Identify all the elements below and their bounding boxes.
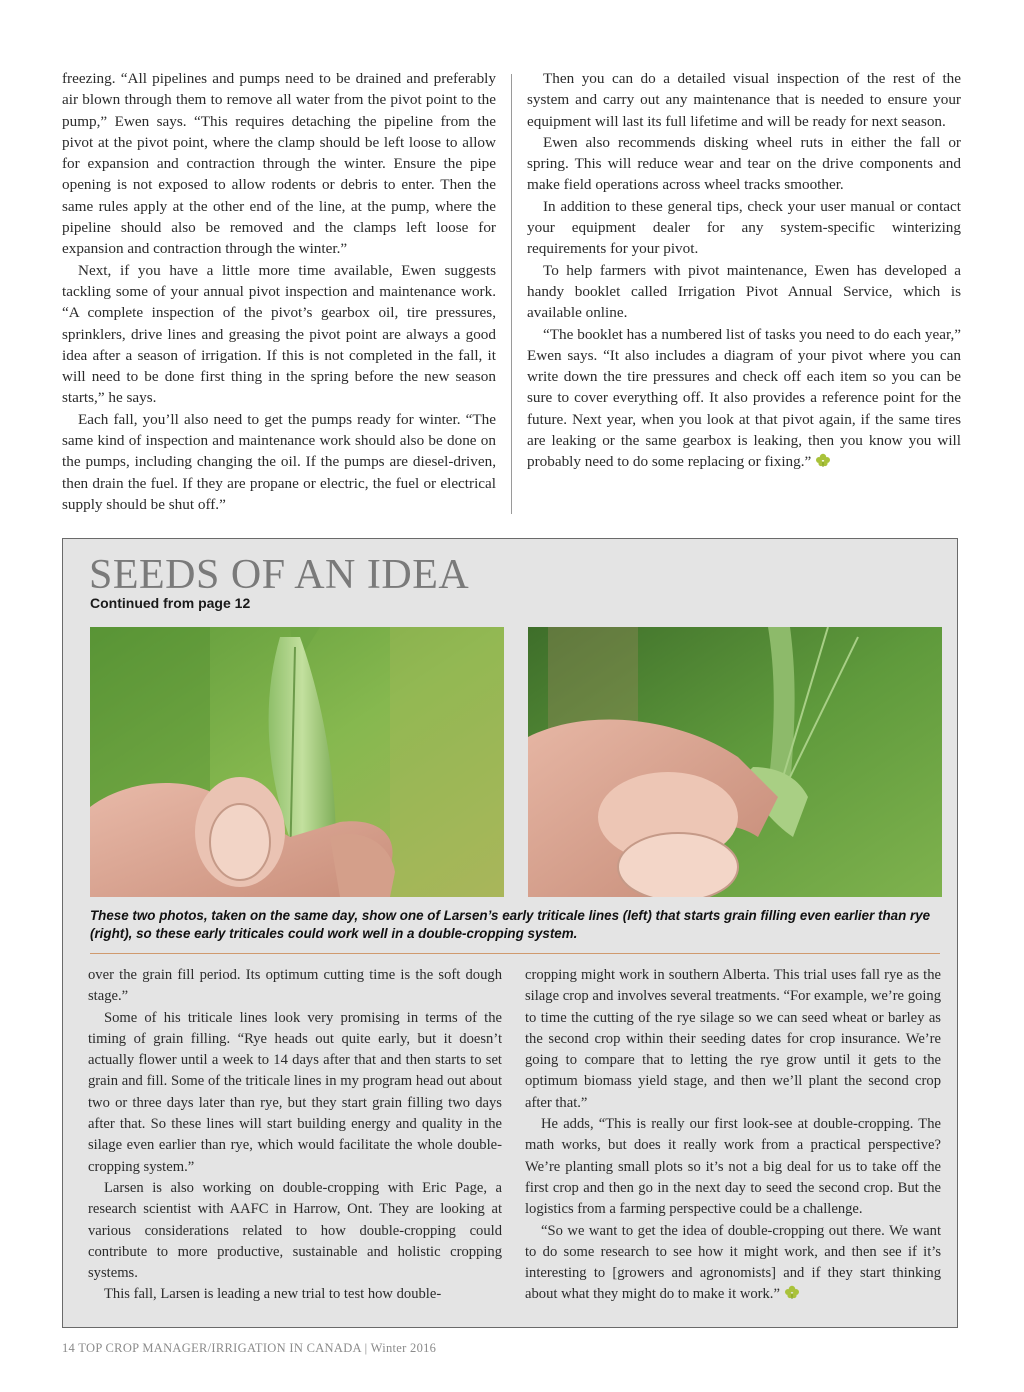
caption-divider (90, 953, 940, 954)
sidebar-box (62, 538, 958, 1328)
sidebar-right-column (525, 965, 941, 1306)
sidebar-paragraph: Larsen is also working on double-cropping with Eric Page, a research scientist with AAFC in Harrow, Ont. They are looking at various considerations related to how double-cropping could contribute to more productive, sustainable and holistic cropping systems. (88, 1179, 502, 1282)
photo-rye-image (528, 627, 942, 897)
sidebar-left-column (88, 965, 502, 1306)
article-paragraph: Each fall, you’ll also need to get the pumps ready for winter. “The same kind of inspection and maintenance work should also be done on the pumps, including changing the oil. If the pumps are diesel-driven, then drain the fuel. If they are propane or electric, the fuel or electrical supply should be shut off.” (62, 410, 496, 513)
article-paragraph: freezing. “All pipelines and pumps need to be drained and preferably air blown through them to remove all water from the pivot point to the pump,” Ewen says. “This requires detaching the pipeline from the pivot at the pivot point, where the clamp should be left loose to allow for expansion and contraction through the winter. Ensure the pipe opening is not exposed to allow rodents or debris to enter. Then the same rules apply at the other end of the line, at the pump, where the pipeline should also be removed and the clamps left loose for expansion and contraction through the winter.” (62, 70, 496, 258)
page-footer: 14 TOP CROP MANAGER/IRRIGATION IN CANADA | Winter 2016 (62, 1341, 437, 1355)
sidebar-title: SEEDS OF AN IDEA (89, 552, 470, 598)
leaf-icon (815, 453, 831, 467)
sidebar-paragraph: This fall, Larsen is leading a new trial to test how double- (104, 1286, 442, 1303)
sidebar-paragraph: Some of his triticale lines look very promising in terms of the timing of grain filling. “Rye heads out quite early, but it doesn’t actually flower until a week to 14 days after that and then starts to set grain and fill. Some of the triticale lines in my program head out about two or three days later than rye, but they start grain filling two days after that. So these lines will start building energy and quality in the silage even earlier than rye, which would facilitate the whole double-cropping system.” (88, 1009, 502, 1175)
sidebar-subtitle: Continued from page 12 (90, 595, 251, 611)
sidebar-paragraph: over the grain fill period. Its optimum cutting time is the soft dough stage.” (88, 967, 502, 1005)
article-paragraph-final (527, 324, 961, 473)
photo-caption: These two photos, taken on the same day, show one of Larsen’s early triticale lines (left) that starts grain filling even earlier than rye (right), so these early triticales could work well in a double-cropping system. (90, 908, 931, 941)
leaf-icon (784, 1285, 800, 1299)
article-right-column (527, 68, 961, 473)
article-paragraph: Ewen also recommends disking wheel ruts in either the fall or spring. This will reduce wear and tear on the drive components and make field operations across wheel tracks smoother. (527, 133, 961, 194)
sidebar-paragraph: He adds, “This is really our first look-see at double-cropping. The math works, but does it really work from a practical perspective? We’re planting small plots so it’s not a big deal for us to take off the first crop and then go in the next day to seed the second crop. But the logistics from a farming perspective could be a challenge. (525, 1116, 941, 1218)
column-divider (511, 74, 512, 514)
photo-rye (528, 627, 942, 897)
article-paragraph-text: “The booklet has a numbered list of tasks you need to do each year,” Ewen says. “It also includes a diagram of your pivot where you can write down the tire pressures and check off each item so you can be sure to cover everything off. It also provides a reference point for the future. Next year, when you look at that pivot again, if the same tires are leaking or the same gearbox is leaking, then you know you will probably need to do some replacing or fixing.” (527, 325, 961, 471)
sidebar-paragraph-final (525, 1221, 941, 1306)
sidebar-paragraph: cropping might work in southern Alberta. This trial uses fall rye as the silage crop and involves several treatments. “For example, we’re going to time the cutting of the rye silage so we can seed wheat or barley as the second crop within their seeding dates for crop insurance. We’re going to compare that to letting the rye grow until it gets to the optimum biomass yield stage, and then we’ll plant the second crop after that.” (525, 967, 941, 1111)
article-paragraph: Next, if you have a little more time available, Ewen suggests tackling some of your annual pivot inspection and maintenance work. “A complete inspection of the pivot’s gearbox oil, tire pressures, sprinklers, drive lines and greasing the pivot point are always a good idea after a season of irrigation. If this is not completed in the fall, it will need to be done first thing in the spring before the new season starts,” he says. (62, 261, 496, 407)
sidebar-paragraph-text: “So we want to get the idea of double-cropping out there. We want to do some research to see how it might work, and then see if it’s interesting to [growers and agronomists] and if they start thinking about what they might do to make it work.” (525, 1222, 941, 1303)
article-paragraph: In addition to these general tips, check your user manual or contact your equipment dealer for any system-specific winterizing requirements for your pivot. (527, 197, 961, 258)
photo-triticale-image (90, 627, 504, 897)
article-paragraph: Then you can do a detailed visual inspection of the rest of the system and carry out any maintenance that is needed to ensure your equipment will last its full lifetime and will be ready for next season. (527, 70, 961, 130)
article-left-column (62, 68, 496, 515)
article-paragraph: To help farmers with pivot maintenance, Ewen has developed a handy booklet called Irrigation Pivot Annual Service, which is available online. (527, 261, 961, 322)
photo-triticale (90, 627, 504, 897)
